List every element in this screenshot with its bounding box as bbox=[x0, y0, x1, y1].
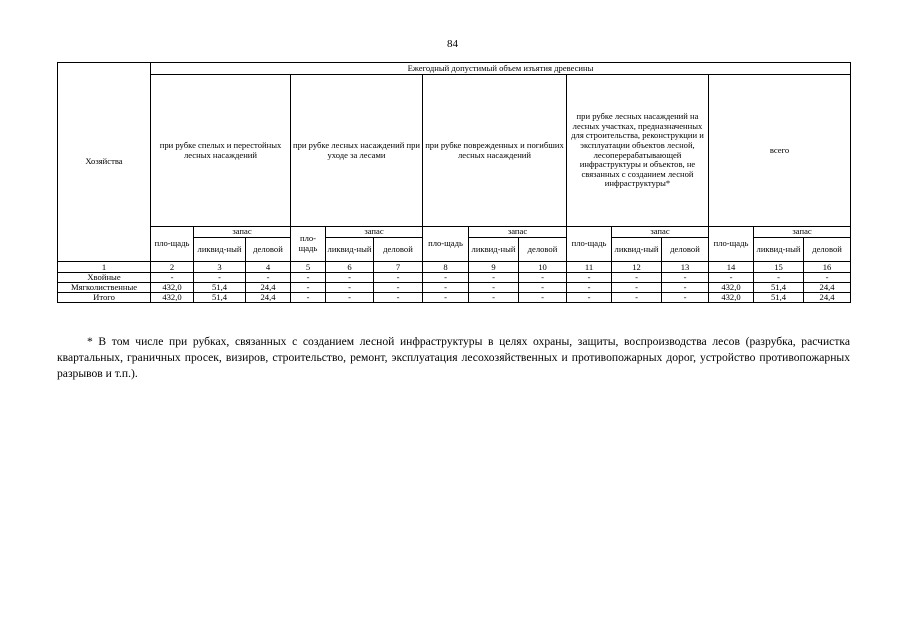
table-cell: - bbox=[151, 273, 194, 283]
column-number: 2 bbox=[151, 262, 194, 273]
header-business: деловой bbox=[662, 238, 709, 262]
column-number: 1 bbox=[58, 262, 151, 273]
table-cell: 24,4 bbox=[804, 283, 851, 293]
table-cell: - bbox=[291, 273, 326, 283]
row-label: Мягколиственные bbox=[58, 283, 151, 293]
column-number: 14 bbox=[709, 262, 754, 273]
table-cell: 432,0 bbox=[709, 283, 754, 293]
table-cell: - bbox=[709, 273, 754, 283]
column-number: 4 bbox=[246, 262, 291, 273]
table-cell: - bbox=[567, 273, 612, 283]
table-cell: - bbox=[423, 293, 469, 303]
header-business: деловой bbox=[374, 238, 423, 262]
header-area: пло-щадь bbox=[291, 227, 326, 262]
table-cell: 24,4 bbox=[246, 293, 291, 303]
table-cell: - bbox=[662, 293, 709, 303]
column-number: 6 bbox=[326, 262, 374, 273]
column-number: 15 bbox=[754, 262, 804, 273]
header-stock: запас bbox=[326, 227, 423, 238]
header-liquid: ликвид-ный bbox=[326, 238, 374, 262]
column-number: 11 bbox=[567, 262, 612, 273]
table-cell: - bbox=[326, 283, 374, 293]
table-cell: - bbox=[519, 273, 567, 283]
header-area: пло-щадь bbox=[709, 227, 754, 262]
table-cell: - bbox=[374, 283, 423, 293]
table-cell: - bbox=[246, 273, 291, 283]
header-liquid: ликвид-ный bbox=[194, 238, 246, 262]
allowable-cut-table bbox=[57, 62, 851, 303]
table-cell: - bbox=[326, 273, 374, 283]
table-cell: - bbox=[374, 273, 423, 283]
header-annual-volume: Ежегодный допустимый объем изъятия древесины bbox=[151, 63, 851, 75]
header-farm: Хозяйства bbox=[58, 63, 151, 262]
table-row bbox=[58, 293, 851, 303]
table-cell: 51,4 bbox=[754, 283, 804, 293]
table-cell: - bbox=[519, 293, 567, 303]
table-cell: 432,0 bbox=[151, 293, 194, 303]
column-number: 9 bbox=[469, 262, 519, 273]
table-cell: - bbox=[469, 293, 519, 303]
table-row bbox=[58, 283, 851, 293]
header-section-damaged: при рубке поврежденных и погибших лесных насаждений bbox=[423, 75, 567, 227]
column-number: 5 bbox=[291, 262, 326, 273]
table-cell: - bbox=[662, 273, 709, 283]
table-cell: - bbox=[374, 293, 423, 303]
table-cell: - bbox=[291, 283, 326, 293]
footnote: * В том числе при рубках, связанных с созданием лесной инфраструктуры в целях охраны, защиты, воспроизводства лесов (разрубка, расчистка квартальных, граничных просек, визиров, строительство, ремонт, эксплуатация лесохозяйственных и противопожарных дорог, устройство противопожарных разрывов и т.п.). bbox=[57, 334, 850, 380]
header-section-total: всего bbox=[709, 75, 851, 227]
table-cell: - bbox=[804, 273, 851, 283]
column-number: 16 bbox=[804, 262, 851, 273]
table-cell: - bbox=[194, 273, 246, 283]
header-business: деловой bbox=[246, 238, 291, 262]
header-section-mature: при рубке спелых и перестойных лесных насаждений bbox=[151, 75, 291, 227]
table-cell: - bbox=[519, 283, 567, 293]
table-cell: - bbox=[423, 283, 469, 293]
header-liquid: ликвид-ный bbox=[612, 238, 662, 262]
header-section-care: при рубке лесных насаждений при уходе за лесами bbox=[291, 75, 423, 227]
header-area: пло-щадь bbox=[567, 227, 612, 262]
table-cell: - bbox=[754, 273, 804, 283]
column-number: 12 bbox=[612, 262, 662, 273]
table-cell: 432,0 bbox=[709, 293, 754, 303]
header-stock: запас bbox=[469, 227, 567, 238]
header-area: пло-щадь bbox=[423, 227, 469, 262]
header-stock: запас bbox=[754, 227, 851, 238]
table-cell: - bbox=[612, 283, 662, 293]
column-number: 7 bbox=[374, 262, 423, 273]
column-number: 10 bbox=[519, 262, 567, 273]
table-cell: - bbox=[612, 273, 662, 283]
table-cell: 51,4 bbox=[754, 293, 804, 303]
table-cell: 24,4 bbox=[246, 283, 291, 293]
table-cell: - bbox=[423, 273, 469, 283]
table-cell: - bbox=[567, 283, 612, 293]
table-cell: - bbox=[469, 283, 519, 293]
table-cell: 24,4 bbox=[804, 293, 851, 303]
table-cell: - bbox=[567, 293, 612, 303]
header-section-construction: при рубке лесных насаждений на лесных участках, предназначенных для строительства, реконструкции и эксплуатации объектов лесной, лесоперерабатывающей инфраструктуры и объектов, не связанных с созданием лесной инфраструктуры* bbox=[567, 75, 709, 227]
table-cell: - bbox=[662, 283, 709, 293]
column-number: 8 bbox=[423, 262, 469, 273]
table-cell: 432,0 bbox=[151, 283, 194, 293]
table-row bbox=[58, 273, 851, 283]
column-number-row bbox=[58, 262, 851, 273]
row-label: Итого bbox=[58, 293, 151, 303]
table-cell: 51,4 bbox=[194, 293, 246, 303]
table-cell: - bbox=[326, 293, 374, 303]
header-liquid: ликвид-ный bbox=[754, 238, 804, 262]
table-cell: - bbox=[469, 273, 519, 283]
header-business: деловой bbox=[804, 238, 851, 262]
row-label: Хвойные bbox=[58, 273, 151, 283]
header-stock: запас bbox=[612, 227, 709, 238]
header-liquid: ликвид-ный bbox=[469, 238, 519, 262]
column-number: 3 bbox=[194, 262, 246, 273]
header-business: деловой bbox=[519, 238, 567, 262]
header-stock: запас bbox=[194, 227, 291, 238]
page-number: 84 bbox=[447, 38, 458, 50]
column-number: 13 bbox=[662, 262, 709, 273]
table-cell: 51,4 bbox=[194, 283, 246, 293]
table-cell: - bbox=[291, 293, 326, 303]
table-cell: - bbox=[612, 293, 662, 303]
header-area: пло-щадь bbox=[151, 227, 194, 262]
